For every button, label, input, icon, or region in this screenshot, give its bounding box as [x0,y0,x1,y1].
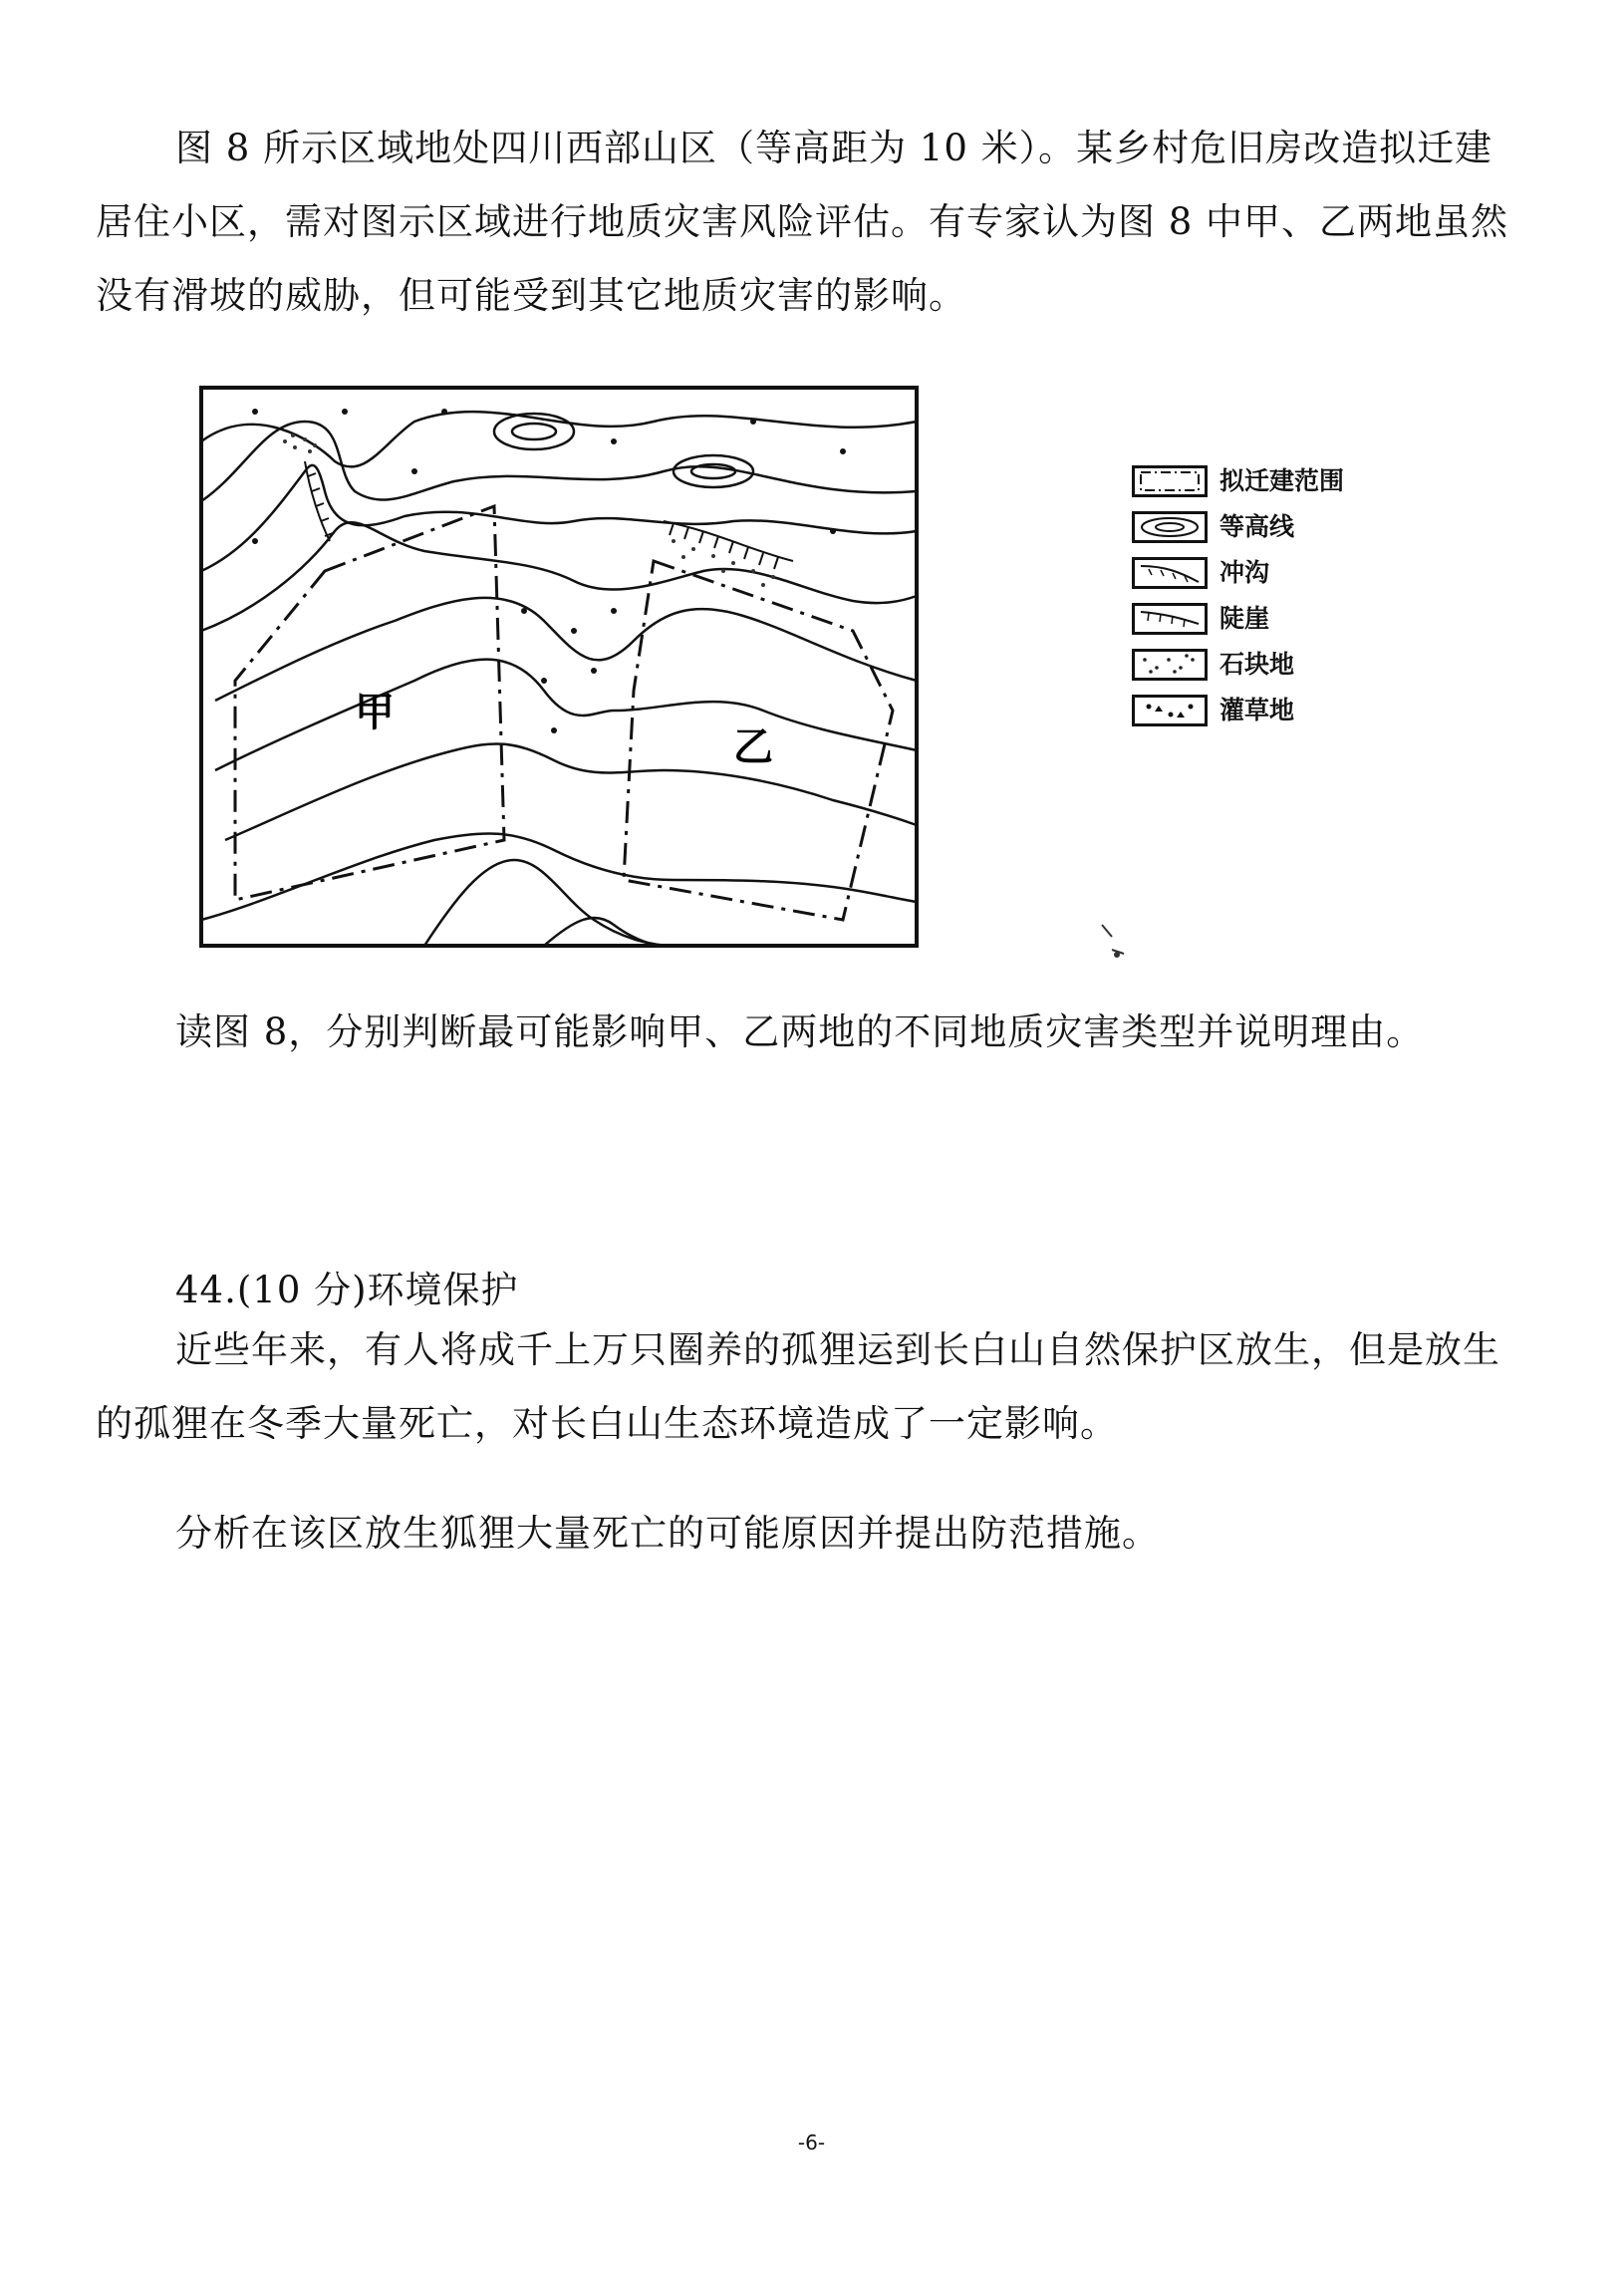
figure-8-map [195,382,1421,984]
stray-mark [1102,925,1124,958]
relocation-boundary-icon [1132,465,1208,497]
legend-gully [1132,557,1361,591]
legend-label: 冲沟 [1219,558,1270,587]
intro-paragraph: 图 8 所示区域地处四川西部山区（等高距为 10 米）。某乡村危旧房改造拟迁建居住小区，需对图示区域进行地质灾害风险评估。有专家认为图 8 中甲、乙两地虽然没有滑坡的威胁，但可能受到其它地质灾害的影响。 [96,127,1509,317]
legend-label: 等高线 [1219,512,1295,541]
legend-label: 拟迁建范围 [1219,466,1345,495]
legend-rocky [1132,649,1361,683]
legend-cliff [1132,603,1361,637]
legend-label: 石块地 [1219,650,1295,679]
question-43: 读图 8，分别判断最可能影响甲、乙两地的不同地质灾害类型并说明理由。 [175,1010,1425,1053]
legend-shrub [1132,695,1361,728]
legend-label: 灌草地 [1219,696,1295,724]
question-44-ask: 分析在该区放生狐狸大量死亡的可能原因并提出防范措施。 [175,1512,1160,1555]
label-yi: 乙 [733,724,773,770]
page-number: -6- [797,2131,826,2154]
label-jia: 甲 [355,690,395,735]
gully-icon [1132,557,1208,589]
legend-contour [1132,511,1361,545]
rocky-ground-icon [1132,649,1208,681]
contour-icon [1132,511,1208,543]
legend-relocation-boundary [1132,465,1361,499]
question-44-text: 近些年来，有人将成千上万只圈养的孤狸运到长白山自然保护区放生，但是放生的孤狸在冬季大量死亡，对长白山生态环境造成了一定影响。 [96,1328,1500,1445]
question-44-heading: 44.(10 分)环境保护 [175,1269,519,1311]
legend-label: 陡崖 [1219,604,1270,633]
cliff-icon [1132,603,1208,635]
map-frame [201,388,917,946]
shrub-grass-icon [1132,695,1208,726]
